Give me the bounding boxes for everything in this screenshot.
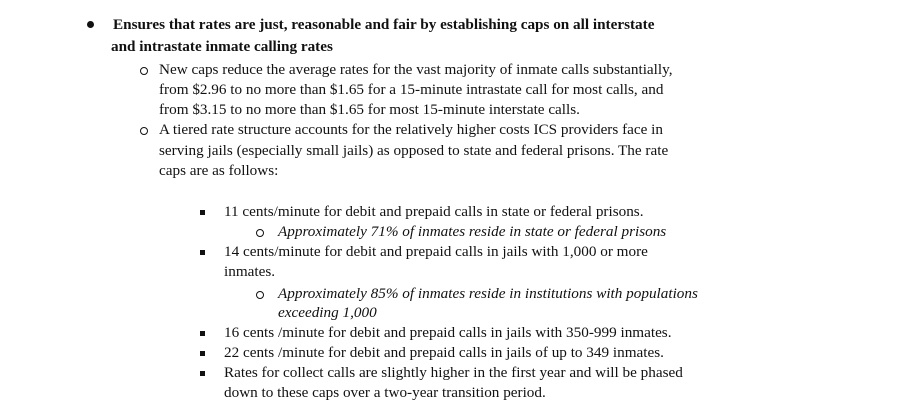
square-bullet-icon	[200, 371, 205, 376]
tier4-text: 22 cents /minute for debit and prepaid calls in jails of up to 349 inmates.	[224, 344, 664, 361]
tier2-note-line-2: exceeding 1,000	[278, 304, 377, 321]
tier5-line-2: down to these caps over a two-year transition period.	[224, 384, 546, 401]
hollow-circle-bullet-icon	[140, 127, 148, 135]
sub2-line-2: serving jails (especially small jails) as opposed to state and federal prisons. The rate	[159, 142, 669, 159]
sub2-line-1: A tiered rate structure accounts for the relatively higher costs ICS providers face in	[159, 121, 663, 138]
square-bullet-icon	[200, 351, 205, 356]
tier2-line-2: inmates.	[224, 263, 276, 280]
tier1-text: 11 cents/minute for debit and prepaid calls in state or federal prisons.	[224, 203, 644, 220]
hollow-circle-bullet-icon	[256, 229, 264, 237]
tier2-line-1: 14 cents/minute for debit and prepaid calls in jails with 1,000 or more	[224, 243, 648, 260]
bullet-line-1: Ensures that rates are just, reasonable and fair by establishing caps on all interstate	[113, 16, 655, 33]
tier1-note: Approximately 71% of inmates reside in state or federal prisons	[278, 223, 667, 240]
tier2-note-line-1: Approximately 85% of inmates reside in institutions with populations	[278, 285, 698, 302]
tier3-text: 16 cents /minute for debit and prepaid calls in jails with 350-999 inmates.	[224, 324, 672, 341]
sub2-line-3: caps are as follows:	[159, 162, 279, 179]
sub1-line-1: New caps reduce the average rates for the vast majority of inmate calls substantially,	[159, 61, 673, 78]
square-bullet-icon	[200, 210, 205, 215]
bullet-dot-icon	[87, 21, 94, 28]
hollow-circle-bullet-icon	[140, 67, 148, 75]
square-bullet-icon	[200, 250, 205, 255]
sub1-line-3: from $3.15 to no more than $1.65 for most 15-minute interstate calls.	[159, 101, 580, 118]
bullet-line-2: and intrastate inmate calling rates	[111, 38, 333, 55]
hollow-circle-bullet-icon	[256, 291, 264, 299]
square-bullet-icon	[200, 331, 205, 336]
tier5-line-1: Rates for collect calls are slightly higher in the first year and will be phased	[224, 364, 683, 381]
sub1-line-2: from $2.96 to no more than $1.65 for a 15-minute intrastate call for most calls, and	[159, 81, 664, 98]
